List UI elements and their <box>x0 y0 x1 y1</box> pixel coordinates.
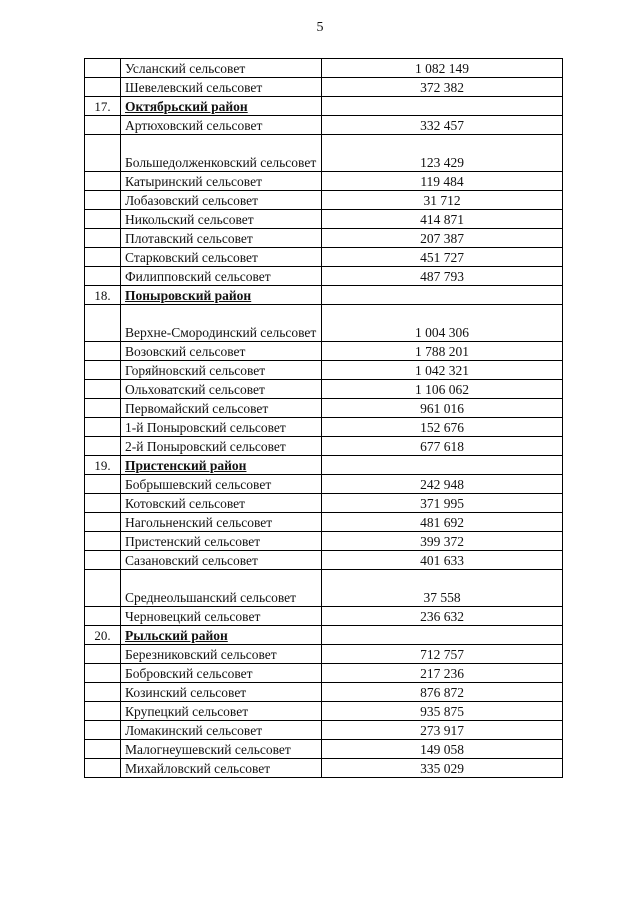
council-name: Черновецкий сельсовет <box>121 607 322 626</box>
council-name: Катыринский сельсовет <box>121 172 322 191</box>
amount-value: 1 788 201 <box>322 342 563 361</box>
amount-value: 217 236 <box>322 664 563 683</box>
row-number <box>85 342 121 361</box>
table-row <box>85 267 563 286</box>
district-label: Октябрьский район <box>125 99 248 114</box>
amount-value: 152 676 <box>322 418 563 437</box>
district-label: Пристенский район <box>125 458 247 473</box>
row-number <box>85 607 121 626</box>
amount-value: 414 871 <box>322 210 563 229</box>
table-row <box>85 759 563 778</box>
amount-value: 712 757 <box>322 645 563 664</box>
table-row <box>85 172 563 191</box>
district-name <box>121 97 322 116</box>
district-name <box>121 456 322 475</box>
amount-value <box>322 626 563 645</box>
row-number <box>85 759 121 778</box>
row-number <box>85 721 121 740</box>
amount-value: 273 917 <box>322 721 563 740</box>
district-name <box>121 286 322 305</box>
council-name: Плотавский сельсовет <box>121 229 322 248</box>
council-name: Котовский сельсовет <box>121 494 322 513</box>
table-row <box>85 116 563 135</box>
amount-value: 399 372 <box>322 532 563 551</box>
row-number <box>85 267 121 286</box>
council-name: Большедолженковский сельсовет <box>121 135 322 172</box>
row-number: 19. <box>85 456 121 475</box>
row-number <box>85 305 121 342</box>
row-number: 17. <box>85 97 121 116</box>
amount-value: 236 632 <box>322 607 563 626</box>
amount-value: 242 948 <box>322 475 563 494</box>
table-row <box>85 475 563 494</box>
council-name: Березниковский сельсовет <box>121 645 322 664</box>
row-number <box>85 702 121 721</box>
row-number <box>85 551 121 570</box>
district-row <box>85 626 563 645</box>
table-row <box>85 248 563 267</box>
council-name: Первомайский сельсовет <box>121 399 322 418</box>
amount-value: 332 457 <box>322 116 563 135</box>
council-name: Бобрышевский сельсовет <box>121 475 322 494</box>
table-row <box>85 740 563 759</box>
table-row <box>85 361 563 380</box>
table-row <box>85 513 563 532</box>
council-name: Михайловский сельсовет <box>121 759 322 778</box>
amount-value: 119 484 <box>322 172 563 191</box>
row-number <box>85 135 121 172</box>
district-label: Рыльский район <box>125 628 228 643</box>
row-number <box>85 248 121 267</box>
amount-value: 451 727 <box>322 248 563 267</box>
table-row <box>85 135 563 172</box>
table-row <box>85 342 563 361</box>
table-row <box>85 418 563 437</box>
row-number <box>85 418 121 437</box>
row-number <box>85 361 121 380</box>
amount-value: 677 618 <box>322 437 563 456</box>
table-row <box>85 721 563 740</box>
district-row <box>85 97 563 116</box>
table-row <box>85 78 563 97</box>
table-row <box>85 59 563 78</box>
row-number <box>85 78 121 97</box>
amount-value: 481 692 <box>322 513 563 532</box>
amount-value: 401 633 <box>322 551 563 570</box>
council-name: Малогнеушевский сельсовет <box>121 740 322 759</box>
council-name: Возовский сельсовет <box>121 342 322 361</box>
row-number <box>85 683 121 702</box>
row-number <box>85 570 121 607</box>
page-number: 5 <box>316 20 324 35</box>
table-body <box>85 59 563 778</box>
amount-value <box>322 456 563 475</box>
row-number <box>85 513 121 532</box>
row-number <box>85 172 121 191</box>
amount-value: 1 082 149 <box>322 59 563 78</box>
council-name: Лобазовский сельсовет <box>121 191 322 210</box>
table-row <box>85 551 563 570</box>
row-number <box>85 59 121 78</box>
amount-value: 961 016 <box>322 399 563 418</box>
row-number <box>85 645 121 664</box>
amount-value: 31 712 <box>322 191 563 210</box>
table-row <box>85 191 563 210</box>
table-row <box>85 210 563 229</box>
table-row <box>85 532 563 551</box>
amount-value <box>322 97 563 116</box>
council-name: Артюховский сельсовет <box>121 116 322 135</box>
row-number <box>85 664 121 683</box>
council-name: Сазановский сельсовет <box>121 551 322 570</box>
amount-value: 487 793 <box>322 267 563 286</box>
district-label: Поныровский район <box>125 288 252 303</box>
council-name: Горяйновский сельсовет <box>121 361 322 380</box>
amount-value: 1 004 306 <box>322 305 563 342</box>
row-number: 20. <box>85 626 121 645</box>
row-number <box>85 437 121 456</box>
row-number <box>85 380 121 399</box>
amount-value: 371 995 <box>322 494 563 513</box>
council-name: Среднеольшанский сельсовет <box>121 570 322 607</box>
row-number <box>85 116 121 135</box>
row-number <box>85 191 121 210</box>
table-row <box>85 305 563 342</box>
budget-table <box>84 58 563 778</box>
amount-value <box>322 286 563 305</box>
council-name: Ольховатский сельсовет <box>121 380 322 399</box>
council-name: Нагольненский сельсовет <box>121 513 322 532</box>
row-number <box>85 740 121 759</box>
amount-value: 123 429 <box>322 135 563 172</box>
council-name: Козинский сельсовет <box>121 683 322 702</box>
district-name <box>121 626 322 645</box>
council-name: Шевелевский сельсовет <box>121 78 322 97</box>
row-number <box>85 475 121 494</box>
table-row <box>85 702 563 721</box>
table-row <box>85 683 563 702</box>
council-name: Верхне-Смородинский сельсовет <box>121 305 322 342</box>
row-number: 18. <box>85 286 121 305</box>
table-row <box>85 399 563 418</box>
council-name: Бобровский сельсовет <box>121 664 322 683</box>
council-name: Пристенский сельсовет <box>121 532 322 551</box>
table-row <box>85 380 563 399</box>
table-row <box>85 664 563 683</box>
row-number <box>85 399 121 418</box>
table-row <box>85 494 563 513</box>
row-number <box>85 229 121 248</box>
council-name: Филипповский сельсовет <box>121 267 322 286</box>
council-name: 1-й Поныровский сельсовет <box>121 418 322 437</box>
council-name: 2-й Поныровский сельсовет <box>121 437 322 456</box>
council-name: Усланский сельсовет <box>121 59 322 78</box>
row-number <box>85 210 121 229</box>
district-row <box>85 456 563 475</box>
amount-value: 335 029 <box>322 759 563 778</box>
amount-value: 372 382 <box>322 78 563 97</box>
district-row <box>85 286 563 305</box>
council-name: Ломакинский сельсовет <box>121 721 322 740</box>
row-number <box>85 494 121 513</box>
table-row <box>85 570 563 607</box>
amount-value: 1 106 062 <box>322 380 563 399</box>
council-name: Крупецкий сельсовет <box>121 702 322 721</box>
amount-value: 935 875 <box>322 702 563 721</box>
table-row <box>85 229 563 248</box>
table-row <box>85 437 563 456</box>
council-name: Никольский сельсовет <box>121 210 322 229</box>
amount-value: 149 058 <box>322 740 563 759</box>
amount-value: 207 387 <box>322 229 563 248</box>
table-row <box>85 607 563 626</box>
amount-value: 37 558 <box>322 570 563 607</box>
amount-value: 876 872 <box>322 683 563 702</box>
council-name: Старковский сельсовет <box>121 248 322 267</box>
amount-value: 1 042 321 <box>322 361 563 380</box>
row-number <box>85 532 121 551</box>
table-row <box>85 645 563 664</box>
